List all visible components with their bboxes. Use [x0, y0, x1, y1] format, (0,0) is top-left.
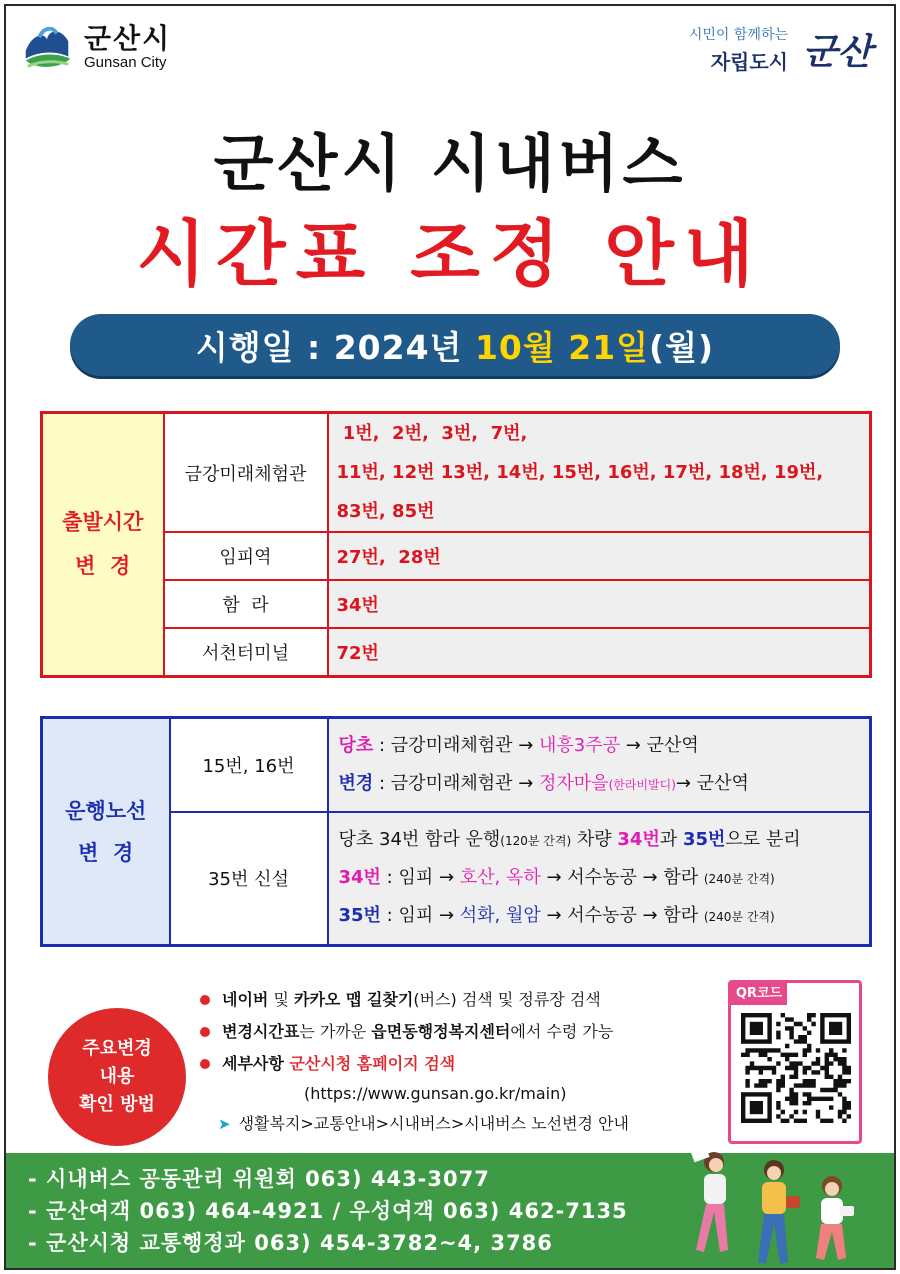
- slogan-small: 시민이 함께하는: [688, 27, 788, 43]
- route-change-table: [40, 716, 872, 947]
- place-cell: 서천터미널: [164, 628, 328, 676]
- contact-item: - 군산여객 063) 464-4921 / 우성여객 063) 462-7135: [28, 1199, 628, 1223]
- list-item: 네이버 및 카카오 맵 길찾기 (버스) 검색 및 정류장 검색: [200, 984, 730, 1016]
- departure-change-table: [40, 411, 872, 678]
- table-row: [42, 718, 871, 812]
- route-changed: 변경 : 금강미래체험관 → 정자마을(한라비발디)→ 군산역: [338, 772, 749, 794]
- place-cell: 금강미래체험관: [164, 413, 328, 533]
- title-line1: 군산시 시내버스: [213, 127, 687, 200]
- check-method-list: [200, 984, 730, 1140]
- place-cell: 15번, 16번: [170, 718, 328, 812]
- check-method-badge: 주요변경 내용 확인 방법: [48, 1008, 186, 1146]
- routes-cell: 27번, 28번: [328, 532, 871, 580]
- route-34: 34번 : 임피 → 호산, 옥하 → 서수농공 → 함라 (240분 간격): [338, 867, 775, 889]
- list-item: 세부사항 군산시청 홈페이지 검색: [200, 1048, 730, 1080]
- contact-footer: [6, 1153, 894, 1270]
- date-suffix: (월): [649, 327, 715, 367]
- routes-cell: 34번: [328, 580, 871, 628]
- slogan-city: 군산: [802, 31, 872, 73]
- bullet-icon: [200, 995, 210, 1005]
- effective-date-banner: [70, 314, 840, 376]
- table-row: [42, 532, 871, 580]
- contact-item: - 군산시청 교통행정과 063) 454-3782~4, 3786: [28, 1231, 553, 1255]
- city-emblem-icon: [18, 18, 76, 76]
- route-detail-cell: [328, 812, 871, 946]
- logo-name: 군산시: [84, 21, 172, 55]
- route-detail-cell: [328, 718, 871, 812]
- arrow-right-icon: ➤: [218, 1115, 231, 1133]
- qr-code-icon: [741, 1013, 851, 1123]
- departure-category: 출발시간 변 경: [42, 413, 164, 677]
- routes-cell: 72번: [328, 628, 871, 676]
- date-highlight: 10월 21일: [474, 327, 650, 367]
- route-35: 35번 : 임피 → 석화, 월암 → 서수농공 → 함라 (240분 간격): [338, 905, 775, 927]
- route-split-note: 당초 34번 함라 운행(120분 간격) 차량 34번과 35번으로 분리: [338, 829, 801, 851]
- date-prefix: 시행일 : 2024년: [195, 327, 475, 367]
- city-logo: [18, 18, 171, 76]
- title-line2: 시간표 조정 안내: [136, 212, 764, 296]
- route-category: 운행노선 변 경: [42, 718, 170, 946]
- routes-cell: 1번, 2번, 3번, 7번, 11번, 12번 13번, 14번, 15번, 16번, 17번, 18번, 19번, 83번, 85번: [328, 413, 871, 533]
- table-row: [42, 413, 871, 533]
- qr-label: QR코드: [731, 983, 787, 1005]
- logo-subtitle: Gunsan City: [84, 53, 167, 71]
- qr-code-box[interactable]: [728, 980, 862, 1144]
- bullet-icon: [200, 1059, 210, 1069]
- contact-item: - 시내버스 공동관리 위원회 063) 443-3077: [28, 1167, 490, 1191]
- homepage-url[interactable]: (https://www.gunsan.go.kr/main): [304, 1084, 567, 1103]
- contact-list: [28, 1163, 628, 1259]
- list-item: 변경시간표 는 가까운 읍면동행정복지센터 에서 수령 가능: [200, 1016, 730, 1048]
- route-original: 당초 : 금강미래체험관 → 내흥3주공 → 군산역: [338, 734, 699, 756]
- place-cell: 35번 신설: [170, 812, 328, 946]
- bullet-icon: [200, 1027, 210, 1037]
- menu-path: ➤ 생활복지>교통안내>시내버스>시내버스 노선변경 안내: [200, 1108, 730, 1140]
- table-row: [42, 580, 871, 628]
- poster: [4, 4, 896, 1270]
- table-row: [42, 628, 871, 676]
- walking-people-illustration-icon: [674, 1140, 874, 1270]
- slogan-big: 자립도시: [710, 50, 788, 74]
- place-cell: 임피역: [164, 532, 328, 580]
- place-cell: 함 라: [164, 580, 328, 628]
